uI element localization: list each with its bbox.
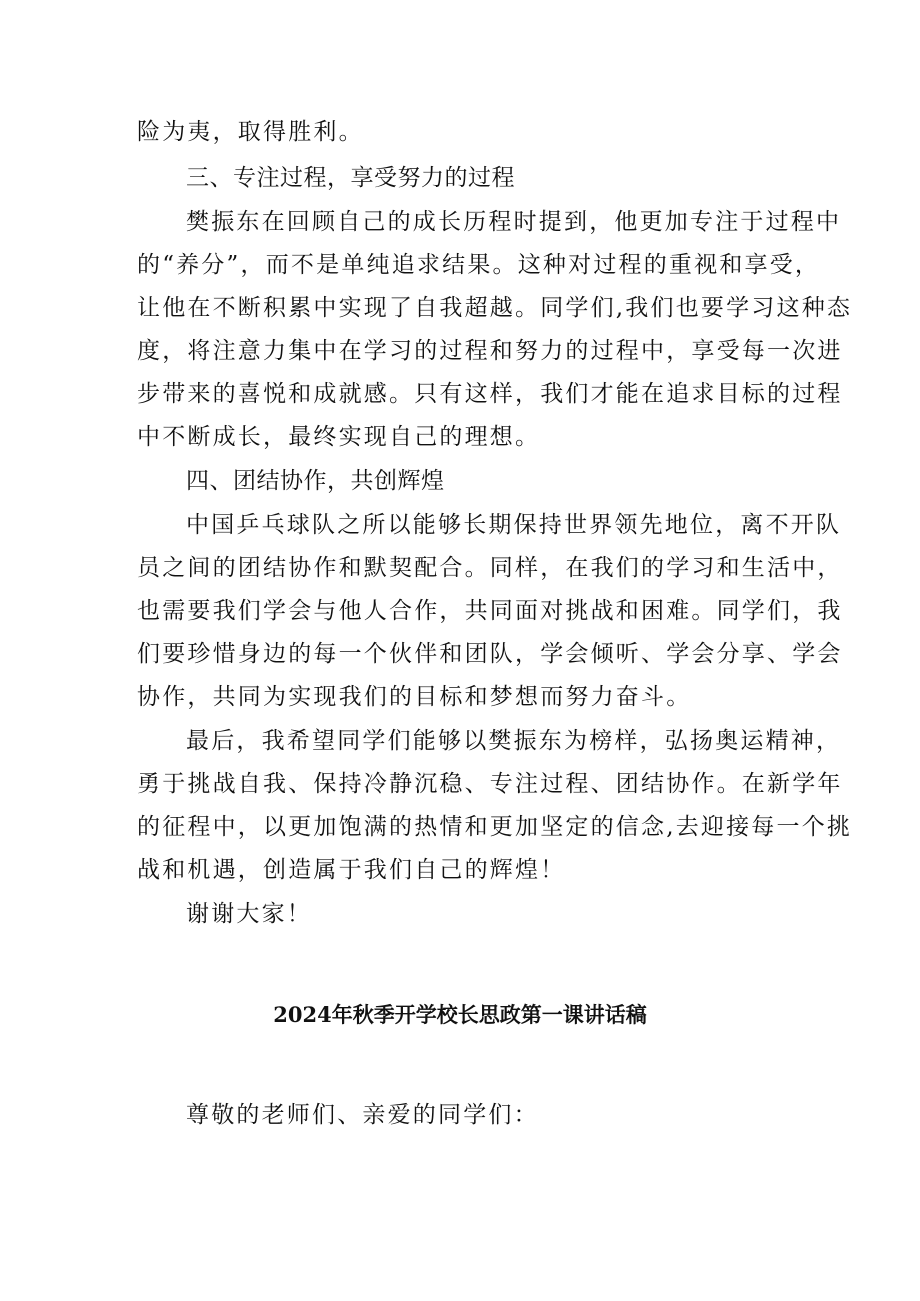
section-heading-3: 三、专注过程，享受努力的过程 [186, 165, 515, 191]
paragraph-line: 们要珍惜身边的每一个伙伴和团队，学会倾听、学会分享、学会 [137, 641, 843, 667]
paragraph-line: 协作，共同为实现我们的目标和梦想而努力奋斗。 [137, 684, 692, 710]
section-heading-4: 四、团结协作，共创辉煌 [186, 468, 445, 494]
paragraph-line: 也需要我们学会与他人合作，共同面对挑战和困难。同学们，我 [137, 598, 843, 624]
paragraph-line: 中国乒乓球队之所以能够长期保持世界领先地位，离不开队 [186, 512, 842, 538]
paragraph-line: 的征程中，以更加饱满的热情和更加坚定的信念,去迎接每一个挑 [137, 814, 853, 840]
paragraph-line: 步带来的喜悦和成就感。只有这样，我们才能在追求目标的过程 [137, 381, 843, 407]
document-title: 2024年秋季开学校长思政第一课讲话稿 [273, 1002, 647, 1027]
paragraph-line: 中不断成长，最终实现自己的理想。 [137, 424, 541, 450]
paragraph-line: 最后，我希望同学们能够以樊振东为榜样，弘扬奥运精神， [186, 728, 842, 754]
paragraph-line: 度，将注意力集中在学习的过程和努力的过程中，享受每一次进 [137, 338, 843, 364]
paragraph-line: 勇于挑战自我、保持冷静沉稳、专注过程、团结协作。在新学年 [137, 771, 843, 797]
paragraph-line: 让他在不断积累中实现了自我超越。同学们,我们也要学习这种态 [137, 295, 853, 321]
closing-thanks: 谢谢大家！ [186, 901, 312, 927]
salutation: 尊敬的老师们、亲爱的同学们： [186, 1102, 539, 1128]
paragraph-line: 樊振东在回顾自己的成长历程时提到，他更加专注于过程中 [186, 209, 842, 235]
paragraph-line: 的“养分”，而不是单纯追求结果。这种对过程的重视和享受， [137, 252, 821, 278]
paragraph-line: 险为夷，取得胜利。 [137, 119, 364, 145]
paragraph-line: 员之间的团结协作和默契配合。同样，在我们的学习和生活中， [137, 555, 843, 581]
paragraph-line: 战和机遇，创造属于我们自己的辉煌！ [137, 857, 566, 883]
